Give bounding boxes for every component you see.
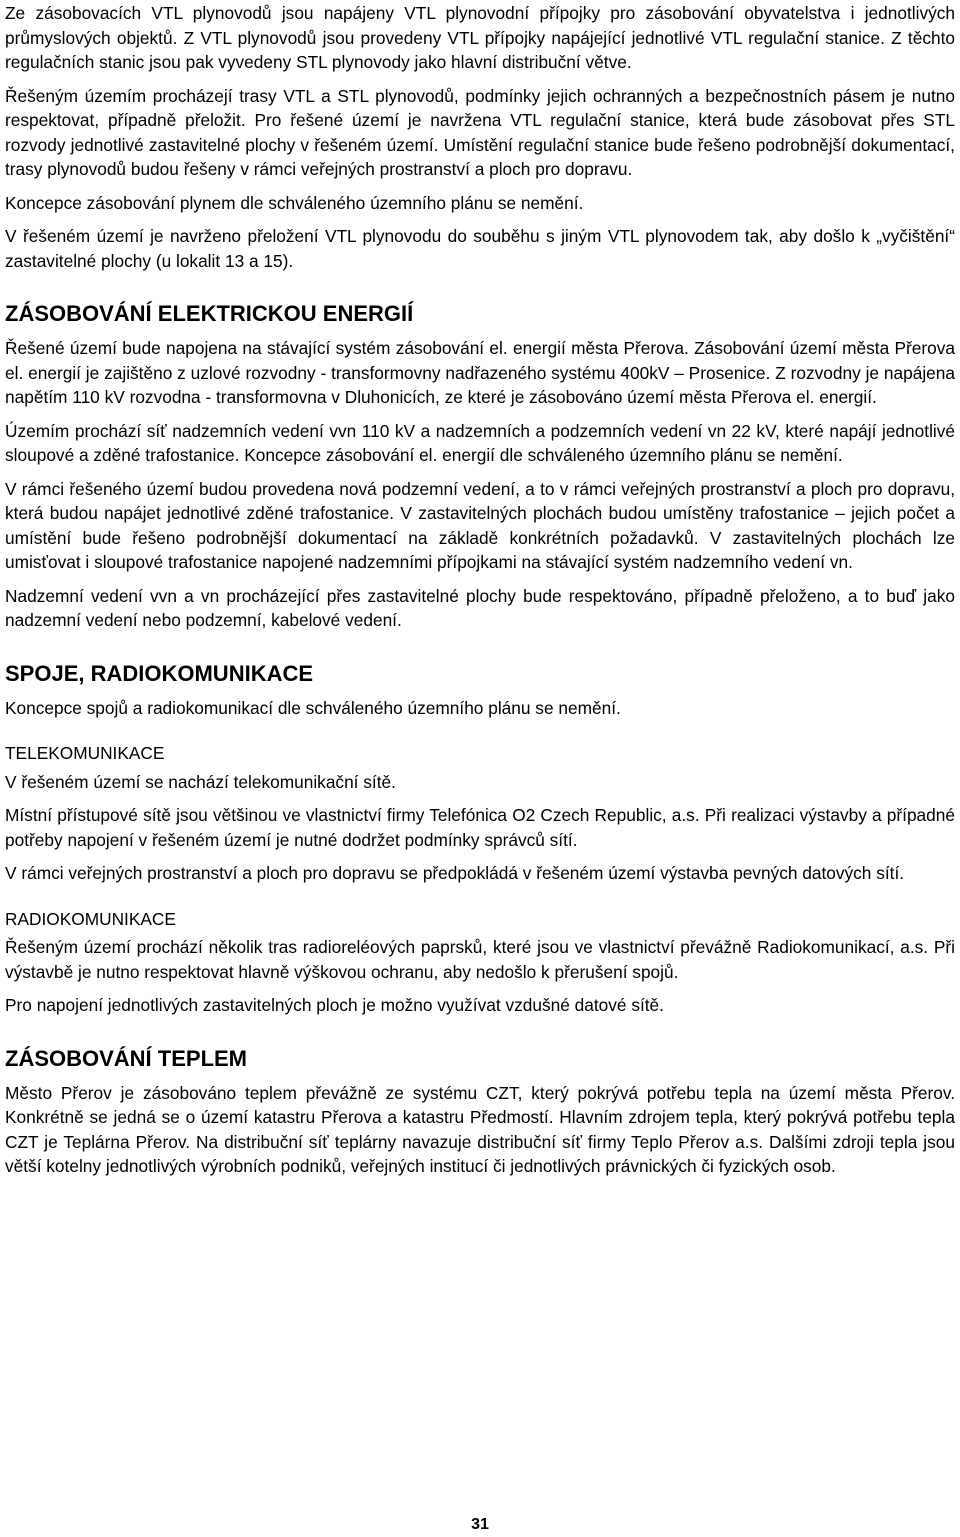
section-heading-heat: ZÁSOBOVÁNÍ TEPLEM <box>5 1045 248 1071</box>
electric-paragraph-2: Územím prochází síť nadzemních vedení vvn 110 kV a nadzemních a podzemních vedení vn 22 kV, které napájí jednotlivé sloupové a zděné trafostanice. Koncepce zásobování el. energií dle schváleného územního plánu se nemění. <box>5 420 955 465</box>
spoje-paragraph-1: Koncepce spojů a radiokomunikací dle schváleného územního plánu se nemění. <box>5 697 621 718</box>
electric-paragraph-3: V rámci řešeného území budou provedena nová podzemní vedení, a to v rámci veřejných prostranství a ploch pro dopravu, která budou napájet jednotlivé zděné trafostanice. V zastavitelných plochách budou umístěny trafostanice – jejich počet a umístění bude řešeno podrobnější dokumentací na základě konkrétních požadavků. V zastavitelných plochách lze umisťovat i sloupové trafostanice napojené nadzemními přípojkami na stávající systém nadzemního vedení vn. <box>5 478 955 572</box>
section-heading-spoje: SPOJE, RADIOKOMUNIKACE <box>5 660 314 686</box>
radio-paragraph-1: Řešeným území prochází několik tras radioreléových paprsků, které jsou ve vlastnictví převážně Radiokomunikací, a.s. Při výstavbě je nutno respektovat hlavně výškovou ochranu, aby nedošlo k přerušení spojů. <box>5 937 955 982</box>
tele-paragraph-3: V rámci veřejných prostranství a ploch pro dopravu se předpokládá v řešeném území výstavba pevných datových sítí. <box>5 863 905 883</box>
gas-paragraph-4: V řešeném území je navrženo přeložení VTL plynovodu do souběhu s jiným VTL plynovodem tak, aby došlo k „vyčištění“ zastavitelné plochy (u lokalit 13 a 15). <box>5 226 955 271</box>
tele-paragraph-2: Místní přístupové sítě jsou většinou ve vlastnictví firmy Telefónica O2 Czech Republic, a.s. Při realizaci výstavby a případné potřeby napojení v řešeném území je nutné dodržet podmínky správců sítí. <box>5 805 955 850</box>
electric-paragraph-1: Řešené území bude napojena na stávající systém zásobování el. energií města Přerova. Zásobování území města Přerova el. energií je zajištěno z uzlové rozvodny - transformovny nadřazeného systému 400kV – Prosenice. Z rozvodny je napájena napětím 110 kV rozvodna - transformovna v Dluhonicích, ze které je zásobováno území města Přerova el. energií. <box>5 338 955 407</box>
tele-paragraph-1: V řešeném území se nachází telekomunikační sítě. <box>5 771 396 792</box>
subheading-telekomunikace: TELEKOMUNIKACE <box>5 743 165 763</box>
radio-paragraph-2: Pro napojení jednotlivých zastavitelných ploch je možno využívat vzdušné datové sítě. <box>5 995 664 1015</box>
gas-paragraph-1: Ze zásobovacích VTL plynovodů jsou napájeny VTL plynovodní přípojky pro zásobování obyvatelstva i jednotlivých průmyslových objektů. Z VTL plynovodů jsou provedeny VTL přípojky napájející jednotlivé VTL regulační stanice. Z těchto regulačních stanic jsou pak vyvedeny STL plynovody jako hlavní distribuční větve. <box>5 3 955 72</box>
gas-paragraph-3: Koncepce zásobování plynem dle schváleného územního plánu se nemění. <box>5 192 584 213</box>
document-page <box>5 0 955 1188</box>
subheading-radiokomunikace: RADIOKOMUNIKACE <box>5 908 176 929</box>
section-heading-electric: ZÁSOBOVÁNÍ ELEKTRICKOU ENERGIÍ <box>5 301 414 326</box>
gas-paragraph-2: Řešeným územím procházejí trasy VTL a STL plynovodů, podmínky jejich ochranných a bezpečnostních pásem je nutno respektovat, případně přeložit. Pro řešené území je navržena VTL regulační stanice, která bude zásobovat přes STL rozvody jednotlivé zastavitelné plochy v řešeném území. Umístění regulační stanice bude řešeno podrobnější dokumentací, trasy plynovodů budou řešeny v rámci veřejných prostranství a ploch pro dopravu. <box>5 85 955 179</box>
electric-paragraph-4: Nadzemní vedení vvn a vn procházející přes zastavitelné plochy bude respektováno, případně přeloženo, a to buď jako nadzemní vedení nebo podzemní, kabelové vedení. <box>5 585 955 630</box>
heat-paragraph-1: Město Přerov je zásobováno teplem převážně ze systému CZT, který pokrývá potřebu tepla na území města Přerov. Konkrétně se jedná se o území katastru Přerova a katastru Předmostí. Hlavním zdrojem tepla, který pokrývá potřebu tepla CZT je Teplárna Přerov. Na distribuční síť teplárny navazuje distribuční síť firmy Teplo Přerov a.s. Dalšími zdroji tepla jsou větší kotelny jednotlivých výrobních podniků, veřejných institucí či jednotlivých právnických či fyzických osob. <box>5 1082 955 1176</box>
page-number: 31 <box>471 1516 489 1533</box>
